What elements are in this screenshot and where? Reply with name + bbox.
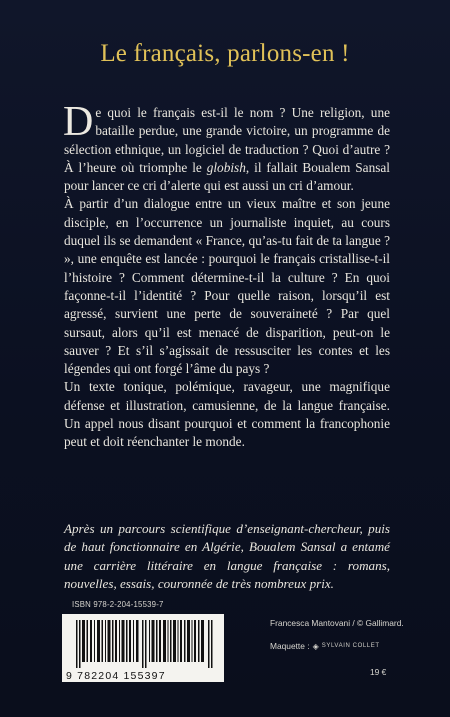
blurb-paragraph-2: À partir d’un dialogue entre un vieux maître et son jeune disciple, en l’occurrence un journaliste inquiet, au cours duquel ils se demandent « France, qu’as-tu fait de ta langue ? », une enquête est lancée : pourquoi le français cristallise-t-il l’histoire ? Comment détermine-t-il la culture ? En quoi façonne-t-il l’identité ? Pour quelle raison, lorsqu’il est agressé, survient une perte de souveraineté ? Par quel sursaut, alors qu’il est menacé de disparition, peut-on le sauver ? Et s’il s’agissait de ressusciter les contes et les légendes qui ont forgé l’âme du pays ? (64, 196, 390, 377)
back-cover-blurb (63, 99, 390, 452)
isbn-label: ISBN 978-2-204-15539-7 (72, 600, 164, 609)
blurb-text-tail: , il fallait Boualem Sansal pour lancer ce cri d’alerte qui est aussi un cri d’amour. (64, 159, 390, 194)
blurb-paragraph-1 (63, 99, 390, 195)
studio-logo-icon: ◈ (312, 641, 319, 651)
barcode-number: 9 782204 155397 (66, 670, 166, 682)
drop-cap: D (63, 99, 94, 145)
blurb-text: e quoi le français est-il le nom ? Une religion, une bataille perdue, une grande victoire, un programme de sélection ethnique, un logiciel de traduction ? Quoi d’autre ? À l’heure où triomphe le (64, 105, 390, 175)
design-credit (270, 641, 380, 651)
blurb-paragraph-3: Un texte tonique, polémique, ravageur, une magnifique défense et illustration, camusienne, de la langue française. Un appel nous disant pourquoi et comment la francophonie peut et doit réenchanter le monde. (64, 379, 390, 450)
author-bio: Après un parcours scientifique d’enseignant-chercheur, puis de haut fonctionnaire en Algérie, Boualem Sansal a entamé une carrière littéraire en langue française : romans, nouvelles, essais, couronnée de très nombreux prix. (64, 521, 390, 591)
barcode-bars (76, 620, 216, 668)
studio-name: SYLVAIN COLLET (321, 643, 380, 649)
blurb-italic-word: globish (206, 159, 246, 175)
photo-credit: Francesca Mantovani / © Gallimard. (270, 618, 404, 628)
price-label: 19 € (370, 667, 387, 677)
barcode (62, 614, 224, 682)
maquette-label: Maquette : (270, 641, 310, 651)
book-title: Le français, parlons-en ! (100, 40, 350, 67)
